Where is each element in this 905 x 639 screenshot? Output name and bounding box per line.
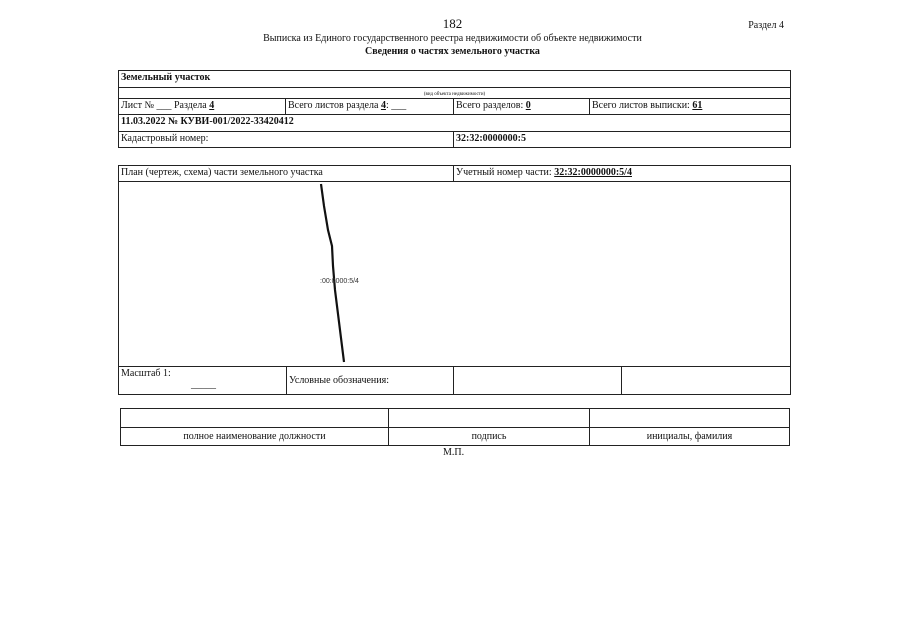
total-sheets-cell [589,98,791,115]
scale-blank: _____ [191,379,216,390]
total-sheets-label: Всего листов выписки: [592,100,690,111]
object-type-caption: (вид объекта недвижимости) [118,87,791,99]
page-number: 182 [442,16,463,31]
total-sheets-section-value: 4 [380,100,386,111]
total-sheets-section-cell [285,98,454,115]
total-sheets-value: 61 [692,100,703,111]
total-sections-label: Всего разделов: [456,100,524,111]
total-sheets-section-label: Всего листов раздела [288,100,379,111]
part-number-label: Учетный номер части: [456,167,552,178]
position-input-cell [120,408,389,428]
scale-label: Масштаб 1: [121,368,171,379]
total-sections-value: 0 [525,100,531,111]
section-of-label: Раздела [173,100,207,111]
legend-cell-1 [453,366,622,395]
sheet-number-blank: ___ [156,100,172,111]
initials-input-cell [589,408,790,428]
total-sections-cell [453,98,590,115]
signature-input-cell [388,408,590,428]
boundary-line [321,184,344,362]
plan-table [118,165,791,395]
object-type: Земельный участок [118,70,791,88]
plan-label: План (чертеж, схема) части земельного участка [118,165,454,182]
section-label: Раздел 4 [748,20,784,31]
legend-label: Условные обозначения: [286,366,454,395]
total-sheets-section-blank: : ___ [385,100,407,111]
plan-drawing [119,182,790,366]
plan-drawing-area [118,181,791,367]
stamp-label: М.П. [443,447,465,458]
sheet-number-cell [118,98,286,115]
part-number-value: 32:32:0000000:5/4 [554,167,632,178]
sheet-number-label: Лист № [121,100,154,111]
signature-label: подпись [388,427,590,446]
part-number-cell [453,165,791,182]
cadastral-value: 32:32:0000000:5 [453,131,791,148]
object-info-table [118,70,791,152]
initials-label: инициалы, фамилия [589,427,790,446]
scale-cell [118,366,287,395]
section-of-value: 4 [209,100,215,111]
document-title: Выписка из Единого государственного реестра недвижимости об объекте недвижимости [263,33,642,44]
cadastral-label: Кадастровый номер: [118,131,454,148]
document-reference: 11.03.2022 № КУВИ-001/2022-33420412 [118,114,791,132]
plan-annotation: :00:0000:5/4 [320,278,359,285]
position-label: полное наименование должности [120,427,389,446]
document-subtitle: Сведения о частях земельного участка [365,46,540,57]
legend-cell-2 [621,366,791,395]
signature-table [120,408,790,446]
